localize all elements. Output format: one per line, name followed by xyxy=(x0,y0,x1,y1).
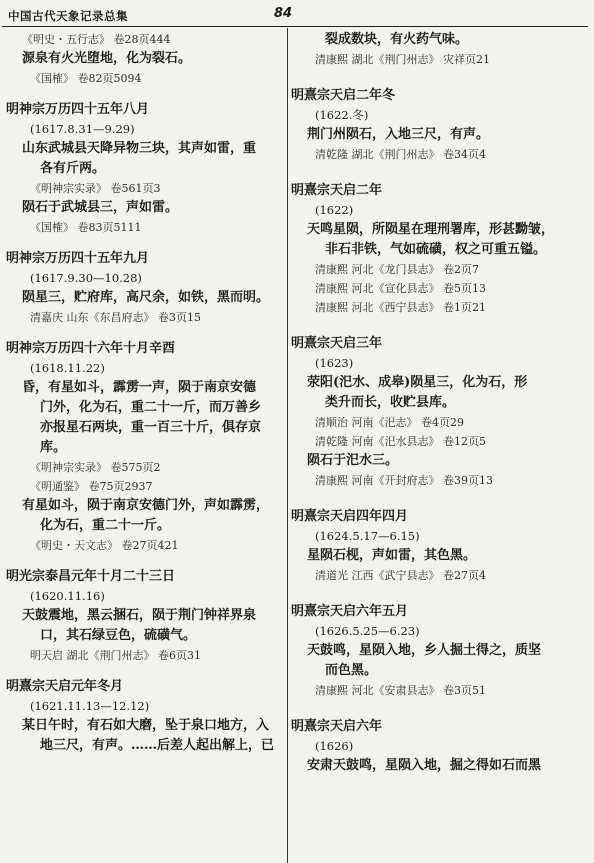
source-citation: 《国榷》 卷83页5111 xyxy=(30,221,142,234)
source-citation: 清康熙 河北《龙门县志》 卷2页7 xyxy=(315,263,479,276)
record-text: 而色黑。 xyxy=(325,663,378,678)
entry-date: (1617.8.31—9.29) xyxy=(30,122,135,136)
record-text: 陨石于武城县三，声如雷。 xyxy=(22,200,179,215)
entry-spacer xyxy=(6,327,284,339)
entry-heading: 明熹宗天启六年五月 xyxy=(291,604,409,619)
book-title: 中国古代天象记录总集 xyxy=(8,9,128,23)
entry-spacer xyxy=(291,700,591,717)
entry-spacer xyxy=(6,88,284,100)
source-citation: 清康熙 河北《宣化县志》 卷5页13 xyxy=(315,282,486,295)
record-text: 各有斤两。 xyxy=(40,161,106,176)
record-text: 非石非铁，气如硫磺，权之可重五镒。 xyxy=(325,242,547,257)
entry-date: (1624.5.17—6.15) xyxy=(315,529,420,543)
record-text: 陨石于汜水三。 xyxy=(307,453,399,468)
record-text: 天鼓鸣，星陨入地，乡人掘土得之，质坚 xyxy=(307,643,542,658)
entry-heading: 明熹宗天启三年 xyxy=(291,336,383,351)
entry-date: (1623) xyxy=(315,356,354,370)
record-text: 山东武城县天降异物三块，其声如雷，重 xyxy=(22,141,257,156)
source-citation: 清乾隆 湖北《荆门州志》 卷34页4 xyxy=(315,148,486,161)
entry-spacer xyxy=(291,585,591,602)
entry-date: (1622) xyxy=(315,203,354,217)
entry-heading: 明神宗万历四十六年十月辛酉 xyxy=(6,341,176,356)
entry-heading: 明熹宗天启二年冬 xyxy=(291,88,396,103)
record-text: 裂成数块，有火药气味。 xyxy=(325,32,469,47)
entry-spacer xyxy=(6,665,284,677)
entry-date: (1626.5.25—6.23) xyxy=(315,624,420,638)
entry-spacer xyxy=(291,317,591,334)
source-citation: 《国榷》 卷82页5094 xyxy=(30,72,142,85)
record-text: 荥阳(汜水、成皋)陨星三，化为石，形 xyxy=(307,375,528,390)
entry-date: (1626) xyxy=(315,739,354,753)
entry-heading: 明神宗万历四十五年九月 xyxy=(6,251,150,266)
entry-date: (1621.11.13—12.12) xyxy=(30,699,150,713)
record-text: 口，其石绿豆色，硫磺气。 xyxy=(40,628,197,643)
column-divider xyxy=(287,28,288,863)
left-column xyxy=(6,30,284,756)
record-text: 荆门州陨石，入地三尺，有声。 xyxy=(307,127,490,142)
source-citation: 清道光 江西《武宁县志》 卷27页4 xyxy=(315,569,486,582)
source-citation: 清顺治 河南《汜志》 卷4页29 xyxy=(315,416,464,429)
record-text: 星陨石枧，声如雷，其色黑。 xyxy=(307,548,477,563)
record-text: 陨星三，贮府库，高尺余，如铁，黑而明。 xyxy=(22,290,270,305)
entry-heading: 明神宗万历四十五年八月 xyxy=(6,102,150,117)
record-text: 类升而长，收贮县库。 xyxy=(325,395,456,410)
record-text: 亦报星石两块，重一百三十斤，俱存京 xyxy=(40,420,262,435)
source-citation: 《明神宗实录》 卷575页2 xyxy=(30,461,161,474)
record-text: 地三尺，有声。……后差人起出解上，已 xyxy=(40,738,275,753)
entry-spacer xyxy=(291,490,591,507)
source-citation: 清嘉庆 山东《东昌府志》 卷3页15 xyxy=(30,311,201,324)
source-citation: 清康熙 河北《西宁县志》 卷1页21 xyxy=(315,301,486,314)
record-text: 门外，化为石，重二十一斤，而万善乡 xyxy=(40,400,262,415)
entry-date: (1617.9.30—10.28) xyxy=(30,271,142,285)
entry-heading: 明熹宗天启四年四月 xyxy=(291,509,409,524)
source-citation: 明天启 湖北《荆门州志》 卷6页31 xyxy=(30,649,201,662)
record-text: 库。 xyxy=(40,440,67,455)
entry-spacer xyxy=(291,164,591,181)
header-rule xyxy=(2,26,588,27)
source-citation: 清康熙 河南《开封府志》 卷39页13 xyxy=(315,474,493,487)
right-column xyxy=(291,30,591,776)
page-number: 84 xyxy=(274,6,293,21)
source-citation: 清康熙 湖北《荆门州志》 灾祥页21 xyxy=(315,53,490,66)
source-citation: 清康熙 河北《安肃县志》 卷3页51 xyxy=(315,684,486,697)
entry-date: (1622.冬) xyxy=(315,108,369,122)
source-citation: 清乾隆 河南《汜水县志》 卷12页5 xyxy=(315,435,486,448)
entry-heading: 明熹宗天启六年 xyxy=(291,719,383,734)
record-text: 有星如斗，陨于南京安德门外，声如霹雳， xyxy=(22,498,270,513)
source-citation: 《明史・五行志》 卷28页444 xyxy=(22,33,171,46)
source-citation: 《明通鉴》 卷75页2937 xyxy=(30,480,153,493)
entry-heading: 明熹宗天启元年冬月 xyxy=(6,679,124,694)
record-text: 源泉有火光堕地，化为裂石。 xyxy=(22,51,192,66)
entry-heading: 明熹宗天启二年 xyxy=(291,183,383,198)
record-text: 某日午时，有石如大磨，坠于泉口地方，入 xyxy=(22,718,270,733)
record-text: 化为石，重二十一斤。 xyxy=(40,518,171,533)
entry-date: (1618.11.22) xyxy=(30,361,105,375)
entry-spacer xyxy=(6,555,284,567)
entry-spacer xyxy=(6,237,284,249)
record-text: 天鸣星陨，所陨星在理刑署库，形甚黝皱， xyxy=(307,222,555,237)
source-citation: 《明史・天文志》 卷27页421 xyxy=(30,539,179,552)
record-text: 昏，有星如斗，霹雳一声，陨于南京安德 xyxy=(22,380,257,395)
record-text: 天鼓震地，黑云捆石，陨于荆门钟祥界泉 xyxy=(22,608,257,623)
source-citation: 《明神宗实录》 卷561页3 xyxy=(30,182,161,195)
entry-date: (1620.11.16) xyxy=(30,589,105,603)
record-text: 安肃天鼓鸣，星陨入地，掘之得如石而黑 xyxy=(307,758,542,773)
entry-heading: 明光宗泰昌元年十月二十三日 xyxy=(6,569,176,584)
entry-spacer xyxy=(291,69,591,86)
